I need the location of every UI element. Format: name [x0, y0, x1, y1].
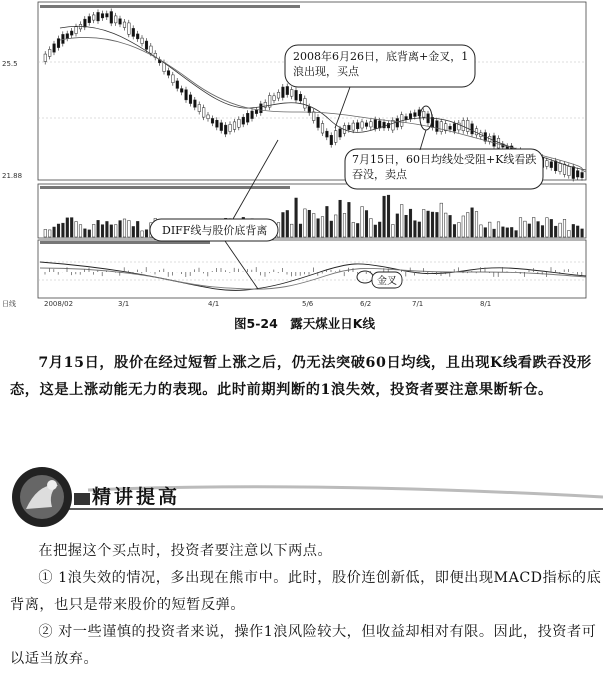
volume-bar [145, 230, 148, 237]
candle [471, 124, 474, 134]
x-axis-label: 8/1 [480, 300, 492, 308]
volume-bar [374, 225, 377, 237]
candle [453, 124, 456, 131]
candle [396, 119, 399, 128]
volume-bar [444, 213, 447, 237]
candle [101, 14, 104, 18]
diff-line [40, 262, 586, 290]
body-point-1: ① 1浪失效的情况，多出现在熊市中。此时，股价连创新低，即便出现MACD指标的底背离，也只是带来股价的短暂反弹。 [10, 570, 602, 613]
volume-bar [581, 229, 584, 237]
volume-bar [312, 214, 315, 237]
volume-bar [515, 231, 518, 237]
volume-bar [370, 219, 373, 237]
volume-bar [378, 222, 381, 237]
candle [198, 104, 201, 111]
volume-bar [299, 224, 302, 237]
paragraph-1: 7月15日，股价在经过短暂上涨之后，仍无法突破60日均线，且出现K线看跌吞没形态，这是上涨动能无力的表现。此时前期判断的1浪失效，投资者要注意果断斩仓。 [10, 355, 592, 398]
candle [449, 126, 452, 129]
volume-bar [365, 211, 368, 237]
candle [207, 115, 210, 119]
volume-bar [84, 229, 87, 237]
candle [119, 19, 122, 24]
volume-bar [449, 215, 452, 237]
volume-bar [546, 218, 549, 237]
divergence-line-diff [225, 241, 258, 289]
candle [189, 95, 192, 104]
volume-bar [493, 229, 496, 237]
volume-bar [572, 224, 575, 237]
candle [277, 92, 280, 98]
kline-chart [0, 0, 609, 310]
candle [128, 23, 131, 34]
volume-bar [541, 226, 544, 237]
candle [383, 122, 386, 128]
volume-bar [62, 223, 65, 237]
volume-bar [528, 224, 531, 237]
candle [145, 41, 148, 49]
candle [110, 12, 113, 24]
volume-bar [524, 221, 527, 237]
candle [361, 122, 364, 128]
candle [202, 108, 205, 117]
volume-bar [422, 210, 425, 237]
volume-bar [563, 219, 566, 237]
candle [123, 22, 126, 27]
candle [321, 124, 324, 134]
price-level-label: 21.88 [2, 172, 23, 180]
volume-bar [114, 225, 117, 237]
candle [44, 54, 47, 61]
candle [286, 86, 289, 94]
volume-bar [568, 230, 571, 237]
volume-bar [339, 200, 342, 237]
volume-bar [282, 212, 285, 237]
volume-bar [462, 216, 465, 237]
volume-bar [79, 225, 82, 237]
candle [185, 90, 188, 100]
volume-bar [409, 209, 412, 237]
volume-bar [348, 202, 351, 237]
candle [365, 123, 368, 126]
candle [255, 110, 258, 113]
volume-bar [440, 203, 443, 237]
candle [330, 135, 333, 144]
candle [92, 15, 95, 20]
divergence-line-price [233, 140, 278, 219]
candle [576, 171, 579, 177]
candle [150, 46, 153, 53]
buy-point-text: 2008年6月26日，底背离+金叉，1浪出现，买点 [293, 50, 469, 78]
x-axis-label: 3/1 [118, 300, 130, 308]
x-axis-label: 5/6 [302, 300, 314, 308]
candle [106, 14, 109, 17]
volume-bar [66, 218, 69, 237]
diff-divergence-text: DIFF线与股价底背离 [162, 224, 268, 237]
candle [194, 100, 197, 107]
sell-point-text: 7月15日，60日均线处受阻+K线看跌吞没，卖点 [352, 153, 537, 181]
volume-bar [418, 222, 421, 237]
volume-bar [537, 222, 540, 237]
section-title: 精讲提高 [92, 486, 181, 508]
candle [251, 111, 254, 119]
candle [299, 94, 302, 101]
volume-bar [488, 222, 491, 237]
candle [70, 31, 73, 35]
candle [370, 122, 373, 127]
volume-bar [383, 196, 386, 237]
volume-bar [559, 223, 562, 237]
candle [422, 111, 425, 117]
candle [229, 124, 232, 131]
candle [339, 129, 342, 137]
candle [114, 16, 117, 23]
candle [290, 90, 293, 97]
volume-bar [317, 219, 320, 237]
candle [216, 120, 219, 127]
volume-bar [458, 222, 461, 237]
volume-bar [110, 225, 113, 237]
volume-bar [48, 230, 51, 237]
price-level-label: 25.5 [2, 60, 18, 68]
candle [414, 113, 417, 117]
candle [48, 49, 51, 56]
x-axis-label: 日线 [2, 300, 16, 308]
volume-bar [387, 195, 390, 237]
figure-caption: 图5-24 露天煤业日K线 [234, 316, 375, 331]
candle [554, 161, 557, 171]
candle [497, 138, 500, 148]
candle [559, 164, 562, 172]
candle [304, 99, 307, 109]
volume-bar [106, 221, 109, 237]
candle [563, 164, 566, 174]
volume-bar [136, 221, 139, 237]
volume-bar [396, 214, 399, 237]
buy-point-pointer [335, 87, 350, 128]
volume-bar [576, 226, 579, 237]
volume-bar [400, 205, 403, 237]
volume-bar [343, 213, 346, 237]
candle [356, 123, 359, 129]
volume-bar [132, 226, 135, 237]
volume-bar [70, 218, 73, 237]
candle [405, 117, 408, 120]
candle [132, 28, 135, 36]
candle [233, 122, 236, 129]
x-axis-label: 7/1 [412, 300, 424, 308]
candle [546, 161, 549, 167]
volume-bar [75, 222, 78, 237]
candle [167, 71, 170, 76]
volume-bar [519, 218, 522, 237]
volume-bar [506, 228, 509, 237]
x-axis-label: 4/1 [208, 300, 220, 308]
volume-bar [92, 224, 95, 237]
volume-bar [334, 215, 337, 237]
candle [211, 118, 214, 123]
x-axis [2, 299, 491, 308]
candle [440, 122, 443, 132]
volume-bar [392, 224, 395, 237]
volume-bar [471, 208, 474, 237]
volume-bar [304, 209, 307, 237]
volume-bar [57, 224, 60, 237]
volume-bar [97, 220, 100, 237]
volume-bar [453, 224, 456, 237]
volume-bar [436, 212, 439, 237]
candle [141, 38, 144, 43]
volume-bars [44, 195, 583, 237]
candle [352, 123, 355, 130]
candle [295, 90, 298, 100]
volume-bar [286, 210, 289, 237]
candle [312, 112, 315, 121]
candle [436, 121, 439, 132]
volume-bar [321, 217, 324, 237]
volume-bar [497, 222, 500, 237]
volume-bar [405, 215, 408, 237]
candle [326, 131, 329, 137]
volume-bar [128, 221, 131, 237]
volume-bar [308, 210, 311, 237]
body-point-2: ② 对一些谨慎的投资者来说，操作1浪风险较大，但收益却相对有限。因此，投资者可以适当放弃。 [10, 624, 597, 667]
volume-bar [554, 226, 557, 237]
volume-bar [88, 230, 91, 237]
sell-point-pointer [420, 130, 426, 150]
volume-bar [101, 225, 104, 237]
x-axis-label: 6/2 [360, 300, 372, 308]
candle [238, 119, 241, 127]
candle [466, 120, 469, 131]
volume-bar [361, 207, 364, 237]
golden-cross-circle [357, 271, 373, 283]
volume-bar [295, 198, 298, 237]
candle [97, 12, 100, 20]
volume-bar [356, 223, 359, 237]
candle [374, 120, 377, 129]
candle [409, 114, 412, 119]
volume-bar [119, 221, 122, 237]
volume-bar [53, 227, 56, 237]
volume-bar [502, 227, 505, 237]
candle [246, 113, 249, 122]
candle [88, 17, 91, 23]
volume-bar [123, 219, 126, 237]
volume-bar [352, 222, 355, 237]
body-intro: 在把握这个买点时，投资者要注意以下两点。 [38, 543, 333, 559]
volume-bar [550, 219, 553, 237]
candle [136, 34, 139, 39]
volume-bar [326, 206, 329, 237]
candle [176, 81, 179, 88]
candle [334, 131, 337, 143]
candle [172, 75, 175, 83]
candle [273, 96, 276, 101]
volume-bar [427, 211, 430, 237]
volume-bar [431, 212, 434, 237]
volume-bar [484, 228, 487, 237]
candle [53, 44, 56, 52]
header-indicator-text [40, 5, 300, 244]
candle [220, 123, 223, 131]
candle [224, 125, 227, 134]
volume-bar [510, 227, 513, 237]
candle [550, 162, 553, 168]
candle [568, 166, 571, 175]
volume-bar [44, 229, 47, 237]
volume-bar [414, 221, 417, 237]
candle [282, 87, 285, 97]
candle [581, 172, 584, 177]
macd-panel-frame [38, 240, 586, 298]
candle [163, 63, 166, 72]
candle [427, 114, 430, 123]
candle [75, 27, 78, 34]
candle [242, 117, 245, 124]
volume-bar [480, 225, 483, 237]
volume-bar [290, 224, 293, 237]
volume-bar [532, 217, 535, 237]
candle [84, 19, 87, 27]
candle [317, 117, 320, 127]
candle [66, 34, 69, 39]
candle [572, 167, 575, 179]
volume-bar [330, 221, 333, 237]
x-axis-label: 2008/02 [44, 300, 74, 308]
volume-bar [475, 212, 478, 237]
candle [57, 39, 60, 48]
volume-bar [466, 213, 469, 237]
golden-cross-text: 金叉 [377, 276, 397, 287]
candle [260, 104, 263, 113]
volume-bar [141, 231, 144, 237]
candle [348, 125, 351, 129]
candle [180, 89, 183, 93]
